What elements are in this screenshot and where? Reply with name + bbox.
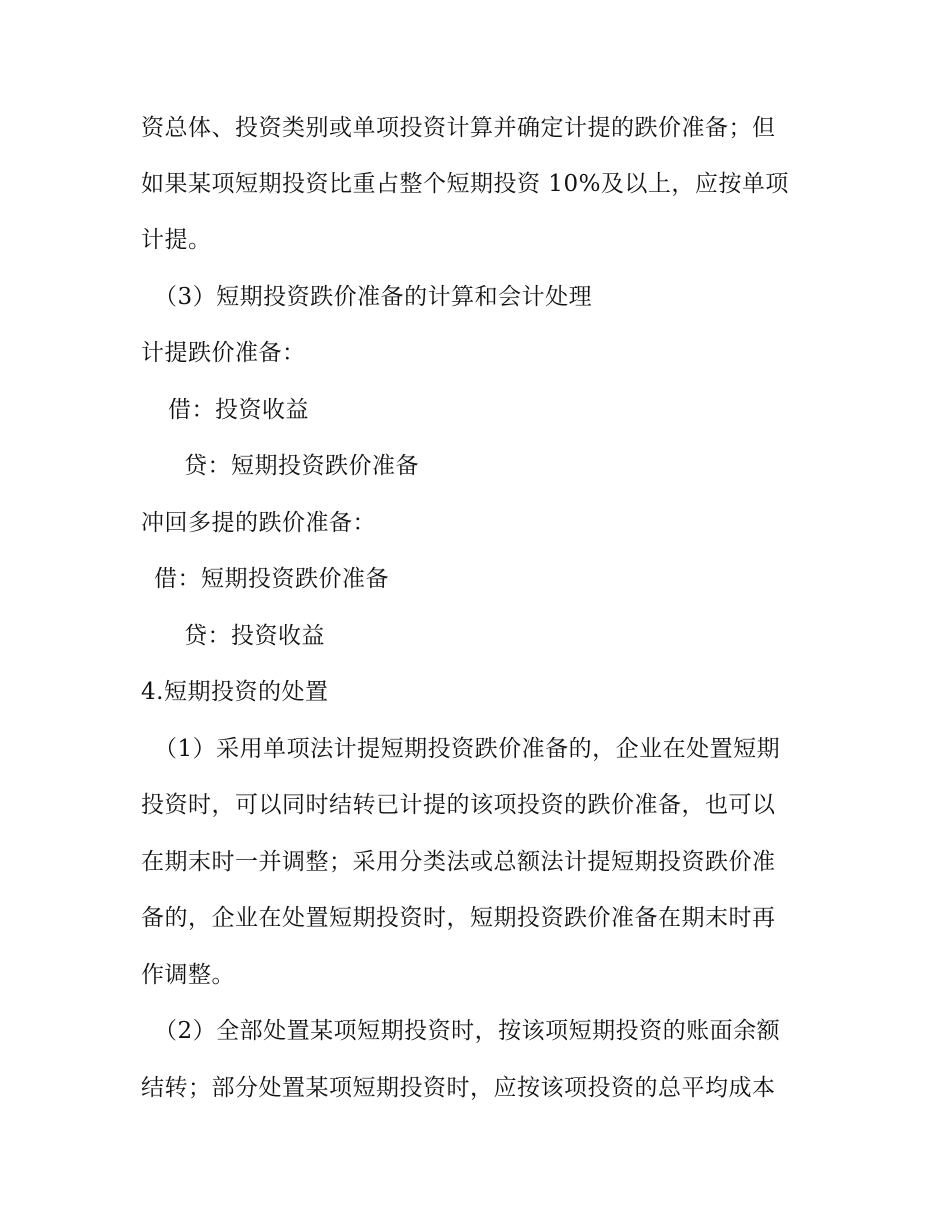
text-line-17: （2）全部处置某项短期投资时，按该项短期投资的账面余额	[154, 1018, 781, 1044]
debit-entry-2: 借：短期投资跌价准备	[154, 566, 389, 592]
text-line-2: 如果某项短期投资比重占整个短期投资 10%及以上，应按单项	[141, 171, 789, 197]
text-line-16: 作调整。	[141, 962, 235, 988]
text-line-15: 备的，企业在处置短期投资时，短期投资跌价准备在期末时再	[141, 905, 776, 931]
credit-entry-1: 贷：短期投资跌价准备	[184, 453, 419, 479]
credit-entry-2: 贷：投资收益	[184, 623, 325, 649]
debit-entry-1: 借：投资收益	[168, 397, 309, 423]
text-line-8: 冲回多提的跌价准备：	[141, 510, 376, 536]
text-line-12: （1）采用单项法计提短期投资跌价准备的，企业在处置短期	[154, 736, 781, 762]
section-heading-3: （3）短期投资跌价准备的计算和会计处理	[154, 284, 593, 310]
text-line-5: 计提跌价准备：	[141, 340, 306, 366]
section-heading-4: 4.短期投资的处置	[141, 679, 329, 705]
text-line-13: 投资时，可以同时结转已计提的该项投资的跌价准备，也可以	[141, 792, 776, 818]
text-line-1: 资总体、投资类别或单项投资计算并确定计提的跌价准备；但	[141, 115, 776, 141]
text-line-14: 在期末时一并调整；采用分类法或总额法计提短期投资跌价准	[141, 849, 776, 875]
text-line-3: 计提。	[141, 227, 212, 253]
text-line-18: 结转；部分处置某项短期投资时，应按该项投资的总平均成本	[141, 1075, 776, 1101]
